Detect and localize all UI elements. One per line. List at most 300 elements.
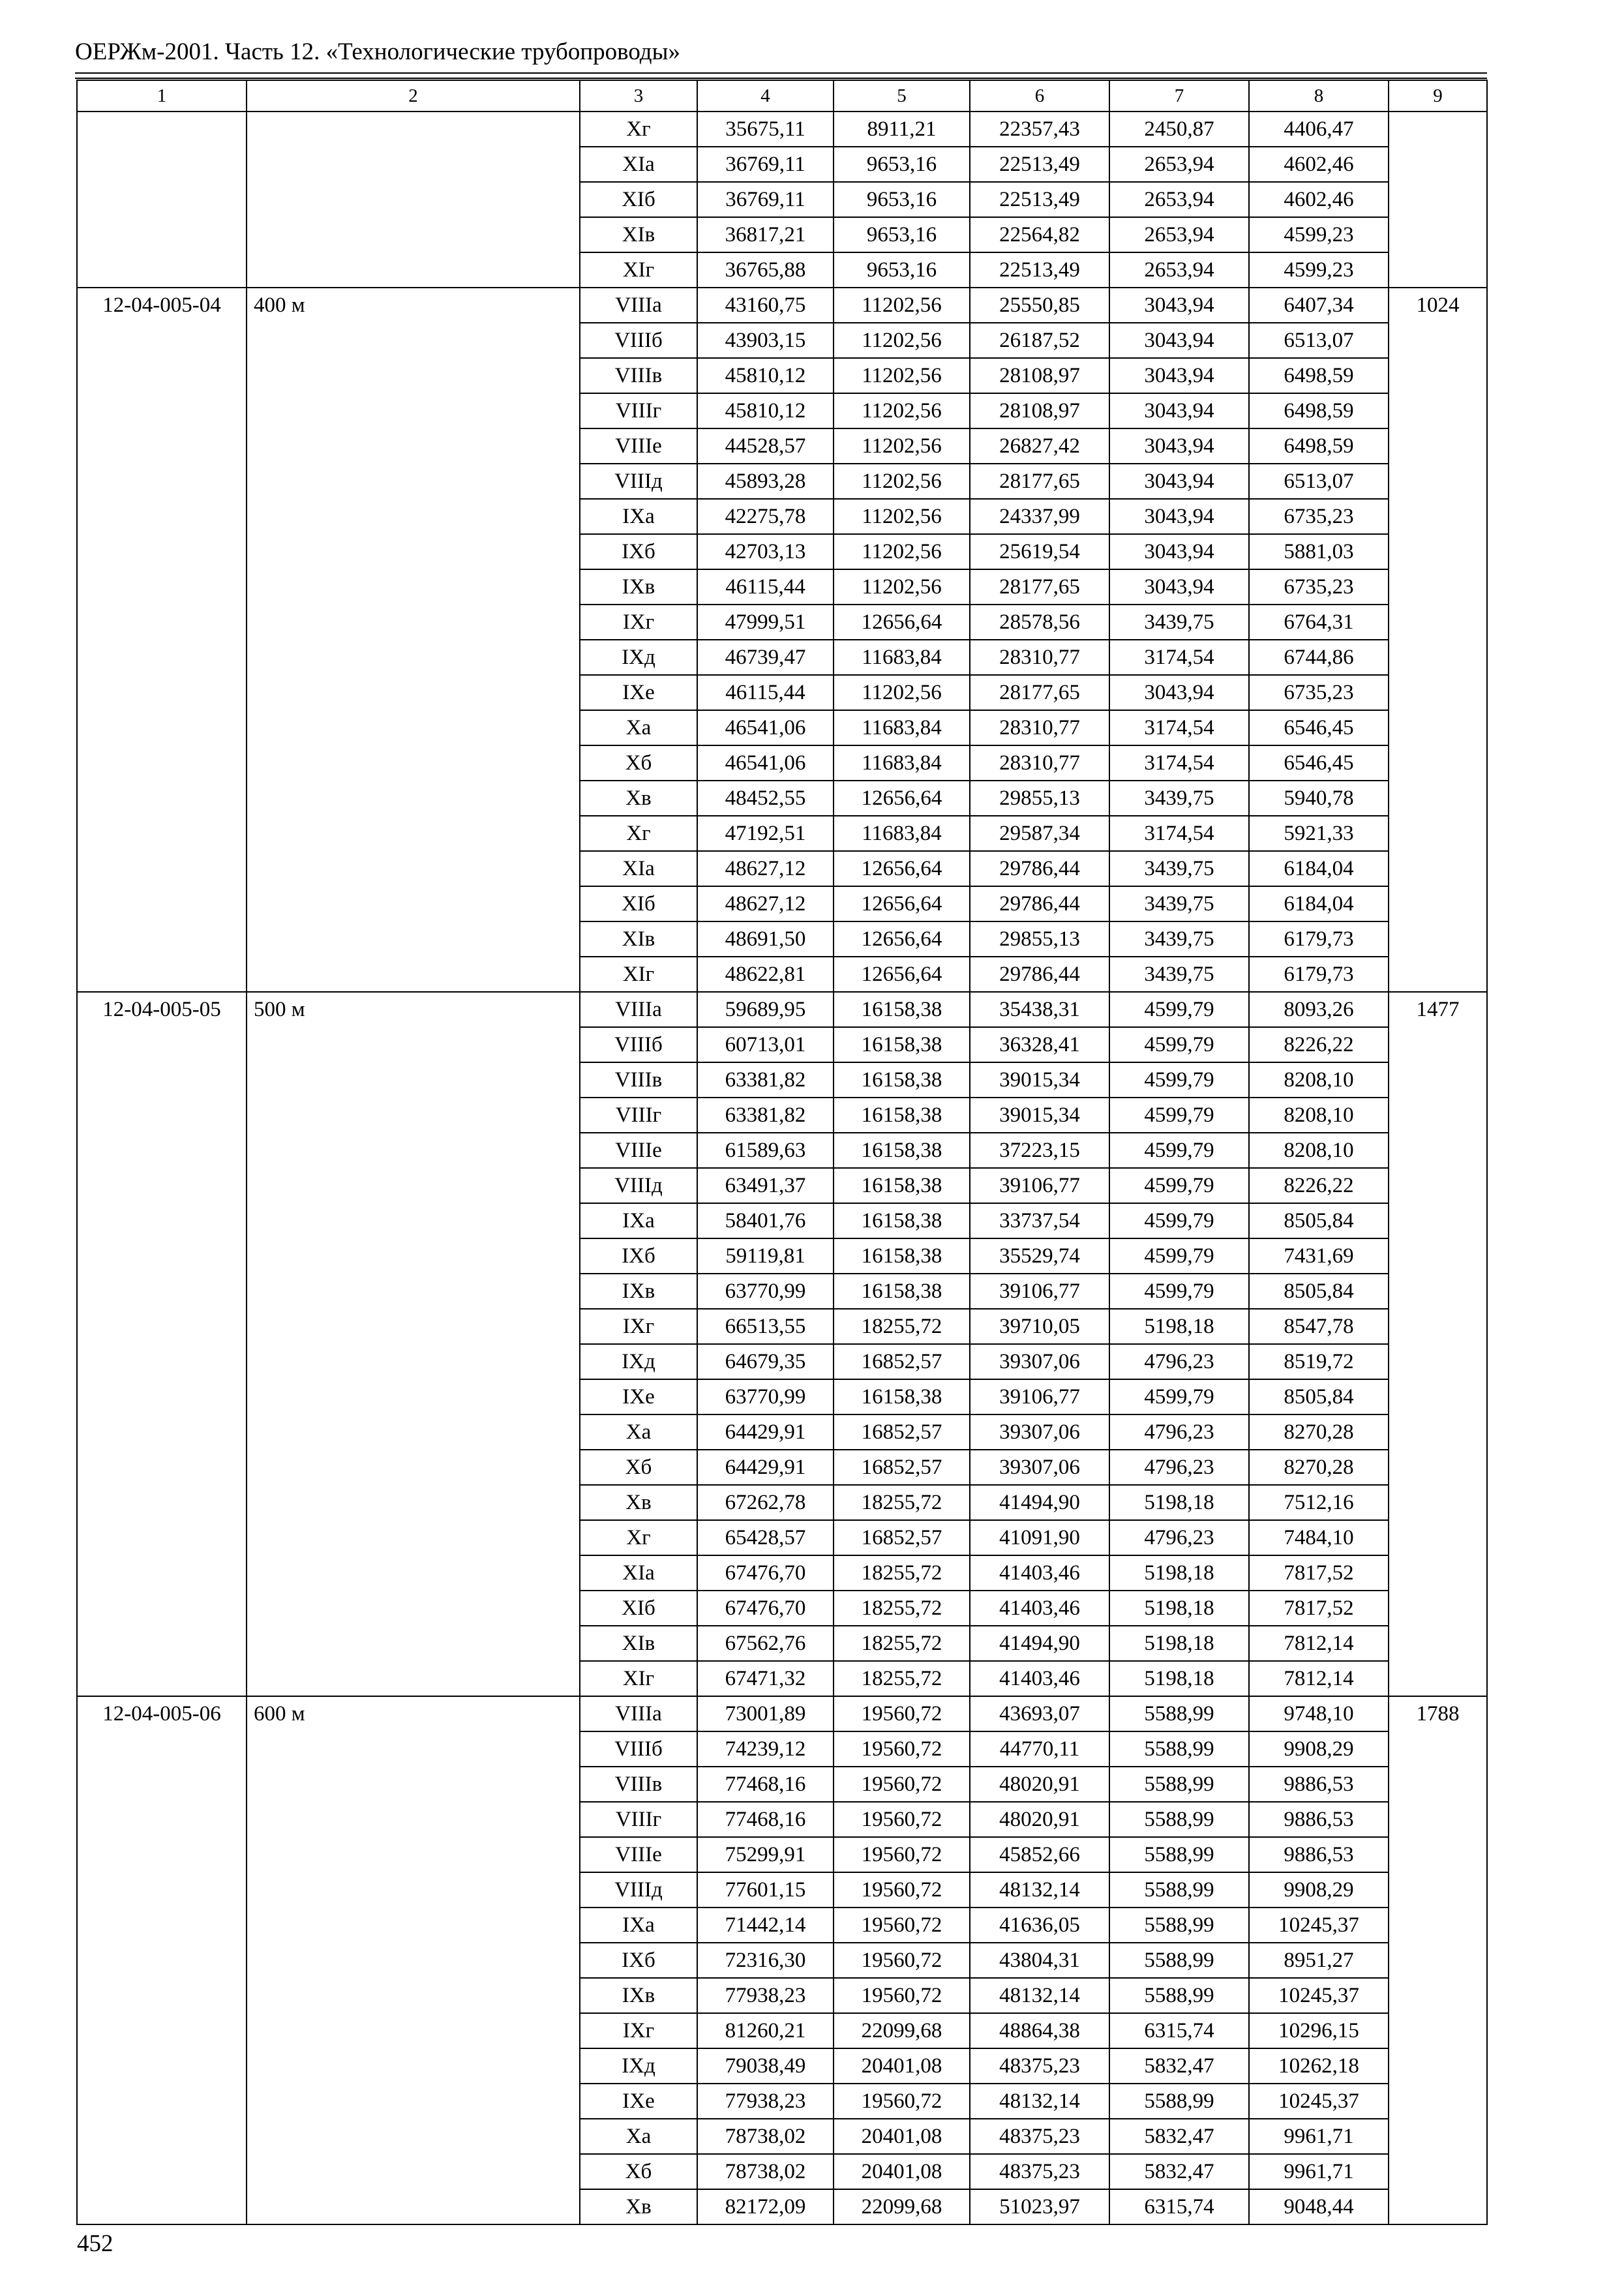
- col6-value: 39307,06: [970, 1344, 1109, 1379]
- col5-value: 16158,38: [834, 1274, 970, 1309]
- col8-value: 5921,33: [1249, 816, 1389, 851]
- col8-value: 7431,69: [1249, 1238, 1389, 1274]
- row-col9-value: 1788: [1389, 1696, 1487, 2224]
- col7-value: 5832,47: [1109, 2154, 1249, 2189]
- col6-value: 28310,77: [970, 745, 1109, 781]
- row-zone: VIIIг: [580, 1098, 697, 1133]
- col6-value: 29855,13: [970, 921, 1109, 957]
- col8-value: 8547,78: [1249, 1309, 1389, 1344]
- col5-value: 16158,38: [834, 1203, 970, 1238]
- col4-value: 48627,12: [697, 886, 834, 921]
- col4-value: 44528,57: [697, 428, 834, 464]
- row-zone: Хб: [580, 2154, 697, 2189]
- col5-value: 18255,72: [834, 1485, 970, 1520]
- col8-value: 7512,16: [1249, 1485, 1389, 1520]
- col6-value: 41403,46: [970, 1591, 1109, 1626]
- row-zone: Хг: [580, 1520, 697, 1555]
- col6-value: 29587,34: [970, 816, 1109, 851]
- col4-value: 60713,01: [697, 1027, 834, 1062]
- col4-value: 71442,14: [697, 1908, 834, 1943]
- col8-value: 10245,37: [1249, 1908, 1389, 1943]
- col8-value: 9886,53: [1249, 1802, 1389, 1837]
- col5-value: 9653,16: [834, 147, 970, 182]
- row-zone: ХIв: [580, 1626, 697, 1661]
- col5-value: 16158,38: [834, 1027, 970, 1062]
- col4-value: 64679,35: [697, 1344, 834, 1379]
- col6-value: 28108,97: [970, 393, 1109, 428]
- col6-value: 41494,90: [970, 1626, 1109, 1661]
- col7-value: 3174,54: [1109, 745, 1249, 781]
- row-zone: ХIг: [580, 252, 697, 288]
- col7-value: 4796,23: [1109, 1450, 1249, 1485]
- col6-value: 29786,44: [970, 957, 1109, 992]
- col7-value: 3174,54: [1109, 640, 1249, 675]
- col4-value: 81260,21: [697, 2013, 834, 2048]
- col5-value: 11202,56: [834, 499, 970, 534]
- col7-value: 6315,74: [1109, 2189, 1249, 2224]
- col8-value: 10262,18: [1249, 2048, 1389, 2084]
- row-zone: VIIIб: [580, 1027, 697, 1062]
- col7-value: 3439,75: [1109, 886, 1249, 921]
- row-zone: ХIв: [580, 921, 697, 957]
- col6-value: 22357,43: [970, 112, 1109, 147]
- col4-value: 42275,78: [697, 499, 834, 534]
- col8-value: 8519,72: [1249, 1344, 1389, 1379]
- col4-value: 61589,63: [697, 1133, 834, 1168]
- col6-value: 48020,91: [970, 1767, 1109, 1802]
- col7-value: 3439,75: [1109, 605, 1249, 640]
- col6-value: 48132,14: [970, 1978, 1109, 2013]
- col4-value: 77468,16: [697, 1767, 834, 1802]
- col7-value: 5198,18: [1109, 1626, 1249, 1661]
- row-zone: ХIа: [580, 851, 697, 886]
- col5-value: 16158,38: [834, 1133, 970, 1168]
- col7-value: 4599,79: [1109, 1098, 1249, 1133]
- col4-value: 59689,95: [697, 992, 834, 1027]
- col5-value: 12656,64: [834, 886, 970, 921]
- row-code: [77, 112, 247, 288]
- col7-value: 3043,94: [1109, 534, 1249, 569]
- col7-value: 2653,94: [1109, 252, 1249, 288]
- col4-value: 43160,75: [697, 288, 834, 323]
- col8-value: 6184,04: [1249, 851, 1389, 886]
- col4-value: 67262,78: [697, 1485, 834, 1520]
- col6-value: 39710,05: [970, 1309, 1109, 1344]
- col4-value: 67562,76: [697, 1626, 834, 1661]
- row-zone: Хг: [580, 112, 697, 147]
- col5-value: 19560,72: [834, 1731, 970, 1767]
- row-size: 600 м: [247, 1696, 580, 2224]
- col5-value: 20401,08: [834, 2119, 970, 2154]
- col4-value: 67476,70: [697, 1591, 834, 1626]
- col6-value: 22564,82: [970, 217, 1109, 252]
- col7-value: 3043,94: [1109, 464, 1249, 499]
- col7-value: 3174,54: [1109, 710, 1249, 745]
- col8-value: 8505,84: [1249, 1274, 1389, 1309]
- col5-value: 16852,57: [834, 1520, 970, 1555]
- col6-value: 28310,77: [970, 640, 1109, 675]
- col8-value: 5881,03: [1249, 534, 1389, 569]
- col4-value: 59119,81: [697, 1238, 834, 1274]
- header-rule-second: [75, 78, 1487, 79]
- col4-value: 77938,23: [697, 1978, 834, 2013]
- col6-value: 29855,13: [970, 781, 1109, 816]
- row-zone: ХIб: [580, 1591, 697, 1626]
- col6-value: 51023,97: [970, 2189, 1109, 2224]
- row-zone: VIIIб: [580, 323, 697, 358]
- col8-value: 4406,47: [1249, 112, 1389, 147]
- col6-value: 29786,44: [970, 851, 1109, 886]
- col8-value: 6184,04: [1249, 886, 1389, 921]
- col8-value: 8951,27: [1249, 1943, 1389, 1978]
- row-zone: Ха: [580, 710, 697, 745]
- col6-value: 45852,66: [970, 1837, 1109, 1872]
- col7-value: 5588,99: [1109, 1943, 1249, 1978]
- col6-value: 39015,34: [970, 1098, 1109, 1133]
- row-zone: Хг: [580, 816, 697, 851]
- col5-value: 11202,56: [834, 569, 970, 605]
- col5-value: 11202,56: [834, 323, 970, 358]
- column-number: 4: [697, 80, 834, 112]
- col4-value: 47192,51: [697, 816, 834, 851]
- col5-value: 11202,56: [834, 428, 970, 464]
- col7-value: 4796,23: [1109, 1520, 1249, 1555]
- col7-value: 5588,99: [1109, 1978, 1249, 2013]
- col8-value: 9961,71: [1249, 2154, 1389, 2189]
- col6-value: 48375,23: [970, 2048, 1109, 2084]
- col4-value: 36769,11: [697, 147, 834, 182]
- row-zone: IХа: [580, 1908, 697, 1943]
- col8-value: 8226,22: [1249, 1168, 1389, 1203]
- col7-value: 4599,79: [1109, 992, 1249, 1027]
- col4-value: 77938,23: [697, 2084, 834, 2119]
- col4-value: 79038,49: [697, 2048, 834, 2084]
- col5-value: 11683,84: [834, 710, 970, 745]
- col6-value: 48132,14: [970, 2084, 1109, 2119]
- row-zone: IХг: [580, 2013, 697, 2048]
- col7-value: 3043,94: [1109, 358, 1249, 393]
- col7-value: 2653,94: [1109, 182, 1249, 217]
- col6-value: 24337,99: [970, 499, 1109, 534]
- col8-value: 6744,86: [1249, 640, 1389, 675]
- col5-value: 16158,38: [834, 1168, 970, 1203]
- table-row: [77, 1696, 1487, 1731]
- col6-value: 28177,65: [970, 569, 1109, 605]
- col6-value: 41403,46: [970, 1555, 1109, 1591]
- row-zone: VIIIе: [580, 1133, 697, 1168]
- row-zone: ХIб: [580, 182, 697, 217]
- col5-value: 18255,72: [834, 1591, 970, 1626]
- row-size: [247, 112, 580, 288]
- col5-value: 9653,16: [834, 217, 970, 252]
- col8-value: 4599,23: [1249, 217, 1389, 252]
- col4-value: 46115,44: [697, 675, 834, 710]
- col8-value: 6407,34: [1249, 288, 1389, 323]
- col5-value: 19560,72: [834, 2084, 970, 2119]
- row-zone: IХв: [580, 1274, 697, 1309]
- col8-value: 9886,53: [1249, 1837, 1389, 1872]
- price-table: [76, 80, 1488, 2225]
- col6-value: 39307,06: [970, 1450, 1109, 1485]
- col8-value: 7817,52: [1249, 1591, 1389, 1626]
- col7-value: 5588,99: [1109, 1802, 1249, 1837]
- col4-value: 35675,11: [697, 112, 834, 147]
- col4-value: 66513,55: [697, 1309, 834, 1344]
- row-col9-value: 1024: [1389, 288, 1487, 992]
- col7-value: 5198,18: [1109, 1591, 1249, 1626]
- row-zone: Хв: [580, 1485, 697, 1520]
- col7-value: 6315,74: [1109, 2013, 1249, 2048]
- col8-value: 5940,78: [1249, 781, 1389, 816]
- row-col9-value: 1477: [1389, 992, 1487, 1696]
- row-zone: IХг: [580, 605, 697, 640]
- col6-value: 39015,34: [970, 1062, 1109, 1098]
- col6-value: 48864,38: [970, 2013, 1109, 2048]
- column-number: 6: [970, 80, 1109, 112]
- row-zone: VIIIг: [580, 393, 697, 428]
- row-zone: ХIв: [580, 217, 697, 252]
- col5-value: 18255,72: [834, 1555, 970, 1591]
- col7-value: 5588,99: [1109, 1731, 1249, 1767]
- row-zone: VIIIа: [580, 1696, 697, 1731]
- col7-value: 2653,94: [1109, 147, 1249, 182]
- col8-value: 6513,07: [1249, 464, 1389, 499]
- table-row: [77, 112, 1487, 147]
- column-number: 9: [1389, 80, 1487, 112]
- col8-value: 10296,15: [1249, 2013, 1389, 2048]
- col5-value: 9653,16: [834, 252, 970, 288]
- row-code: 12-04-005-06: [77, 1696, 247, 2224]
- col6-value: 22513,49: [970, 252, 1109, 288]
- col4-value: 45893,28: [697, 464, 834, 499]
- col5-value: 22099,68: [834, 2189, 970, 2224]
- col5-value: 11202,56: [834, 675, 970, 710]
- row-zone: IХд: [580, 1344, 697, 1379]
- col4-value: 77468,16: [697, 1802, 834, 1837]
- col5-value: 16158,38: [834, 1098, 970, 1133]
- col5-value: 20401,08: [834, 2048, 970, 2084]
- row-col9-value: [1389, 112, 1487, 288]
- col4-value: 58401,76: [697, 1203, 834, 1238]
- row-zone: IХв: [580, 569, 697, 605]
- col4-value: 47999,51: [697, 605, 834, 640]
- row-zone: ХIг: [580, 957, 697, 992]
- row-zone: VIIIд: [580, 464, 697, 499]
- col5-value: 12656,64: [834, 921, 970, 957]
- row-zone: ХIг: [580, 1661, 697, 1696]
- col7-value: 4599,79: [1109, 1133, 1249, 1168]
- column-number-row: [77, 80, 1487, 112]
- col6-value: 28310,77: [970, 710, 1109, 745]
- col4-value: 78738,02: [697, 2154, 834, 2189]
- col8-value: 10245,37: [1249, 2084, 1389, 2119]
- col4-value: 46541,06: [697, 745, 834, 781]
- col5-value: 12656,64: [834, 781, 970, 816]
- col7-value: 3043,94: [1109, 569, 1249, 605]
- col5-value: 16158,38: [834, 992, 970, 1027]
- col8-value: 6498,59: [1249, 358, 1389, 393]
- col4-value: 36769,11: [697, 182, 834, 217]
- col8-value: 10245,37: [1249, 1978, 1389, 2013]
- row-zone: IХв: [580, 1978, 697, 2013]
- row-zone: Ха: [580, 1414, 697, 1450]
- col5-value: 20401,08: [834, 2154, 970, 2189]
- col4-value: 46115,44: [697, 569, 834, 605]
- col5-value: 12656,64: [834, 605, 970, 640]
- col8-value: 9748,10: [1249, 1696, 1389, 1731]
- col8-value: 6179,73: [1249, 957, 1389, 992]
- col6-value: 39106,77: [970, 1379, 1109, 1414]
- row-zone: ХIа: [580, 1555, 697, 1591]
- col7-value: 3043,94: [1109, 499, 1249, 534]
- col7-value: 3043,94: [1109, 288, 1249, 323]
- col5-value: 11683,84: [834, 816, 970, 851]
- col4-value: 78738,02: [697, 2119, 834, 2154]
- row-size: 400 м: [247, 288, 580, 992]
- row-zone: IХе: [580, 675, 697, 710]
- col4-value: 77601,15: [697, 1872, 834, 1908]
- col5-value: 18255,72: [834, 1309, 970, 1344]
- col4-value: 72316,30: [697, 1943, 834, 1978]
- col7-value: 4599,79: [1109, 1274, 1249, 1309]
- col5-value: 12656,64: [834, 851, 970, 886]
- table-row: [77, 288, 1487, 323]
- col5-value: 19560,72: [834, 1837, 970, 1872]
- col4-value: 67476,70: [697, 1555, 834, 1591]
- row-zone: IХе: [580, 1379, 697, 1414]
- col7-value: 3439,75: [1109, 921, 1249, 957]
- row-zone: IХд: [580, 2048, 697, 2084]
- row-zone: VIIIа: [580, 992, 697, 1027]
- col7-value: 3043,94: [1109, 393, 1249, 428]
- page-number: 452: [77, 2230, 113, 2257]
- col7-value: 4599,79: [1109, 1062, 1249, 1098]
- col5-value: 19560,72: [834, 1872, 970, 1908]
- col6-value: 28177,65: [970, 464, 1109, 499]
- row-code: 12-04-005-04: [77, 288, 247, 992]
- col4-value: 36817,21: [697, 217, 834, 252]
- col7-value: 5198,18: [1109, 1485, 1249, 1520]
- col7-value: 3043,94: [1109, 675, 1249, 710]
- col7-value: 2653,94: [1109, 217, 1249, 252]
- row-size: 500 м: [247, 992, 580, 1696]
- col5-value: 16158,38: [834, 1238, 970, 1274]
- col7-value: 5588,99: [1109, 1872, 1249, 1908]
- col8-value: 6764,31: [1249, 605, 1389, 640]
- col7-value: 5198,18: [1109, 1661, 1249, 1696]
- col7-value: 5588,99: [1109, 1696, 1249, 1731]
- row-zone: IХа: [580, 499, 697, 534]
- col4-value: 63770,99: [697, 1274, 834, 1309]
- col5-value: 11683,84: [834, 640, 970, 675]
- col5-value: 16852,57: [834, 1344, 970, 1379]
- col8-value: 6735,23: [1249, 675, 1389, 710]
- col6-value: 41091,90: [970, 1520, 1109, 1555]
- col6-value: 43804,31: [970, 1943, 1109, 1978]
- col6-value: 26187,52: [970, 323, 1109, 358]
- col6-value: 22513,49: [970, 147, 1109, 182]
- col7-value: 4599,79: [1109, 1027, 1249, 1062]
- col7-value: 3043,94: [1109, 428, 1249, 464]
- column-number: 2: [247, 80, 580, 112]
- row-zone: Хв: [580, 2189, 697, 2224]
- col7-value: 4599,79: [1109, 1168, 1249, 1203]
- col6-value: 48375,23: [970, 2154, 1109, 2189]
- row-zone: VIIIв: [580, 358, 697, 393]
- col7-value: 2450,87: [1109, 112, 1249, 147]
- row-zone: VIIIг: [580, 1802, 697, 1837]
- col8-value: 7812,14: [1249, 1626, 1389, 1661]
- row-code: 12-04-005-05: [77, 992, 247, 1696]
- col4-value: 63491,37: [697, 1168, 834, 1203]
- col8-value: 9048,44: [1249, 2189, 1389, 2224]
- col6-value: 41636,05: [970, 1908, 1109, 1943]
- column-number: 7: [1109, 80, 1249, 112]
- col5-value: 16852,57: [834, 1450, 970, 1485]
- row-zone: Хб: [580, 745, 697, 781]
- col4-value: 74239,12: [697, 1731, 834, 1767]
- column-number: 5: [834, 80, 970, 112]
- col8-value: 6179,73: [1249, 921, 1389, 957]
- row-zone: VIIIб: [580, 1731, 697, 1767]
- col8-value: 9886,53: [1249, 1767, 1389, 1802]
- col8-value: 4599,23: [1249, 252, 1389, 288]
- col7-value: 5588,99: [1109, 1767, 1249, 1802]
- column-number: 8: [1249, 80, 1389, 112]
- col6-value: 41403,46: [970, 1661, 1109, 1696]
- col5-value: 19560,72: [834, 1802, 970, 1837]
- row-zone: VIIIв: [580, 1062, 697, 1098]
- col4-value: 42703,13: [697, 534, 834, 569]
- col8-value: 9908,29: [1249, 1731, 1389, 1767]
- col8-value: 8505,84: [1249, 1203, 1389, 1238]
- column-number: 1: [77, 80, 247, 112]
- row-zone: IХе: [580, 2084, 697, 2119]
- col8-value: 8270,28: [1249, 1414, 1389, 1450]
- col6-value: 33737,54: [970, 1203, 1109, 1238]
- row-zone: IХд: [580, 640, 697, 675]
- row-zone: ХIа: [580, 147, 697, 182]
- col8-value: 6498,59: [1249, 393, 1389, 428]
- col5-value: 16852,57: [834, 1414, 970, 1450]
- col6-value: 28578,56: [970, 605, 1109, 640]
- row-zone: ХIб: [580, 886, 697, 921]
- col7-value: 5198,18: [1109, 1555, 1249, 1591]
- col5-value: 11683,84: [834, 745, 970, 781]
- col7-value: 5588,99: [1109, 2084, 1249, 2119]
- col4-value: 48622,81: [697, 957, 834, 992]
- col7-value: 3439,75: [1109, 957, 1249, 992]
- col4-value: 75299,91: [697, 1837, 834, 1872]
- col7-value: 5588,99: [1109, 1837, 1249, 1872]
- col8-value: 6513,07: [1249, 323, 1389, 358]
- header-rule: [75, 72, 1487, 74]
- col5-value: 19560,72: [834, 1767, 970, 1802]
- col7-value: 4599,79: [1109, 1203, 1249, 1238]
- col4-value: 64429,91: [697, 1414, 834, 1450]
- col8-value: 8505,84: [1249, 1379, 1389, 1414]
- col8-value: 6735,23: [1249, 499, 1389, 534]
- table-body: [77, 80, 1487, 2224]
- column-number: 3: [580, 80, 697, 112]
- col6-value: 26827,42: [970, 428, 1109, 464]
- col4-value: 45810,12: [697, 358, 834, 393]
- col4-value: 67471,32: [697, 1661, 834, 1696]
- col4-value: 63381,82: [697, 1098, 834, 1133]
- col5-value: 19560,72: [834, 1978, 970, 2013]
- col8-value: 9961,71: [1249, 2119, 1389, 2154]
- col6-value: 43693,07: [970, 1696, 1109, 1731]
